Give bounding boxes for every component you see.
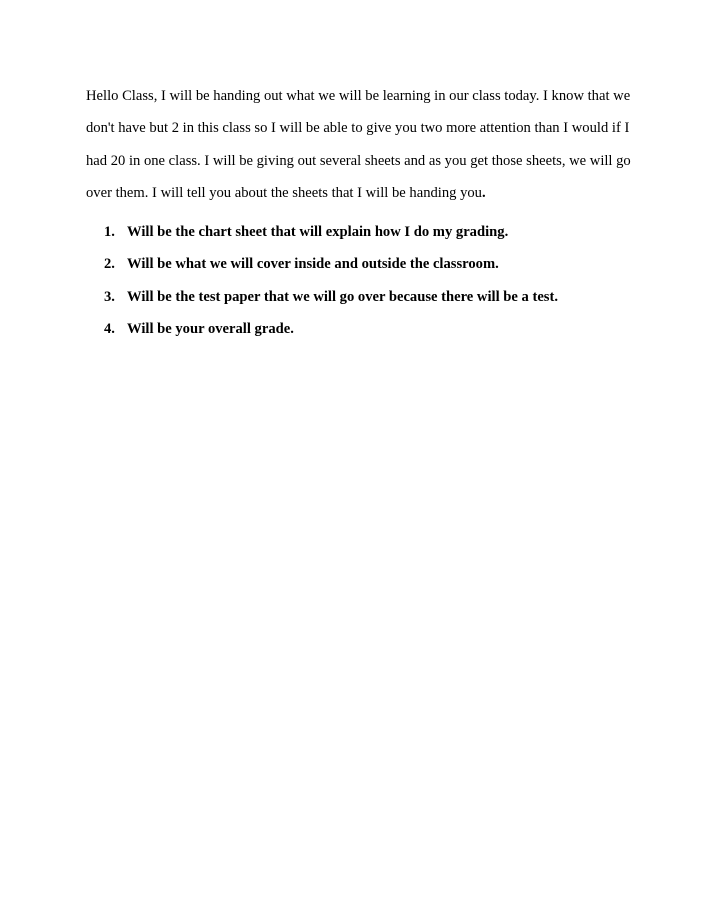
sheets-list [104, 220, 664, 350]
list-item [104, 220, 664, 252]
paragraph-line-text: over them. I will tell you about the sheets that I will be handing you [86, 185, 482, 202]
list-item-text: Will be your overall grade. [127, 321, 294, 338]
paragraph-line: Hello Class, I will be handing out what we will be learning in our class today. I know that we [86, 88, 631, 104]
paragraph-line: had 20 in one class. I will be giving out several sheets and as you get those sheets, we will go [86, 152, 631, 169]
paragraph-final-period: . [481, 185, 486, 202]
paragraph-line-last [86, 177, 626, 209]
list-item-number: 2. [104, 256, 115, 273]
list-item-text: Will be what we will cover inside and outside the classroom. [127, 256, 499, 273]
list-item-text: Will be the test paper that we will go over because there will be a test. [127, 288, 558, 305]
intro-paragraph [86, 80, 631, 210]
list-item [104, 252, 664, 284]
list-item-number: 3. [104, 288, 115, 305]
list-item-number: 4. [104, 321, 115, 338]
list-item [104, 317, 664, 349]
list-item-number: 1. [104, 224, 115, 240]
list-item-text: Will be the chart sheet that will explain how I do my grading. [127, 224, 509, 240]
list-item [104, 285, 664, 317]
paragraph-line: don't have but 2 in this class so I will be able to give you two more attention than I would if I [86, 120, 630, 137]
